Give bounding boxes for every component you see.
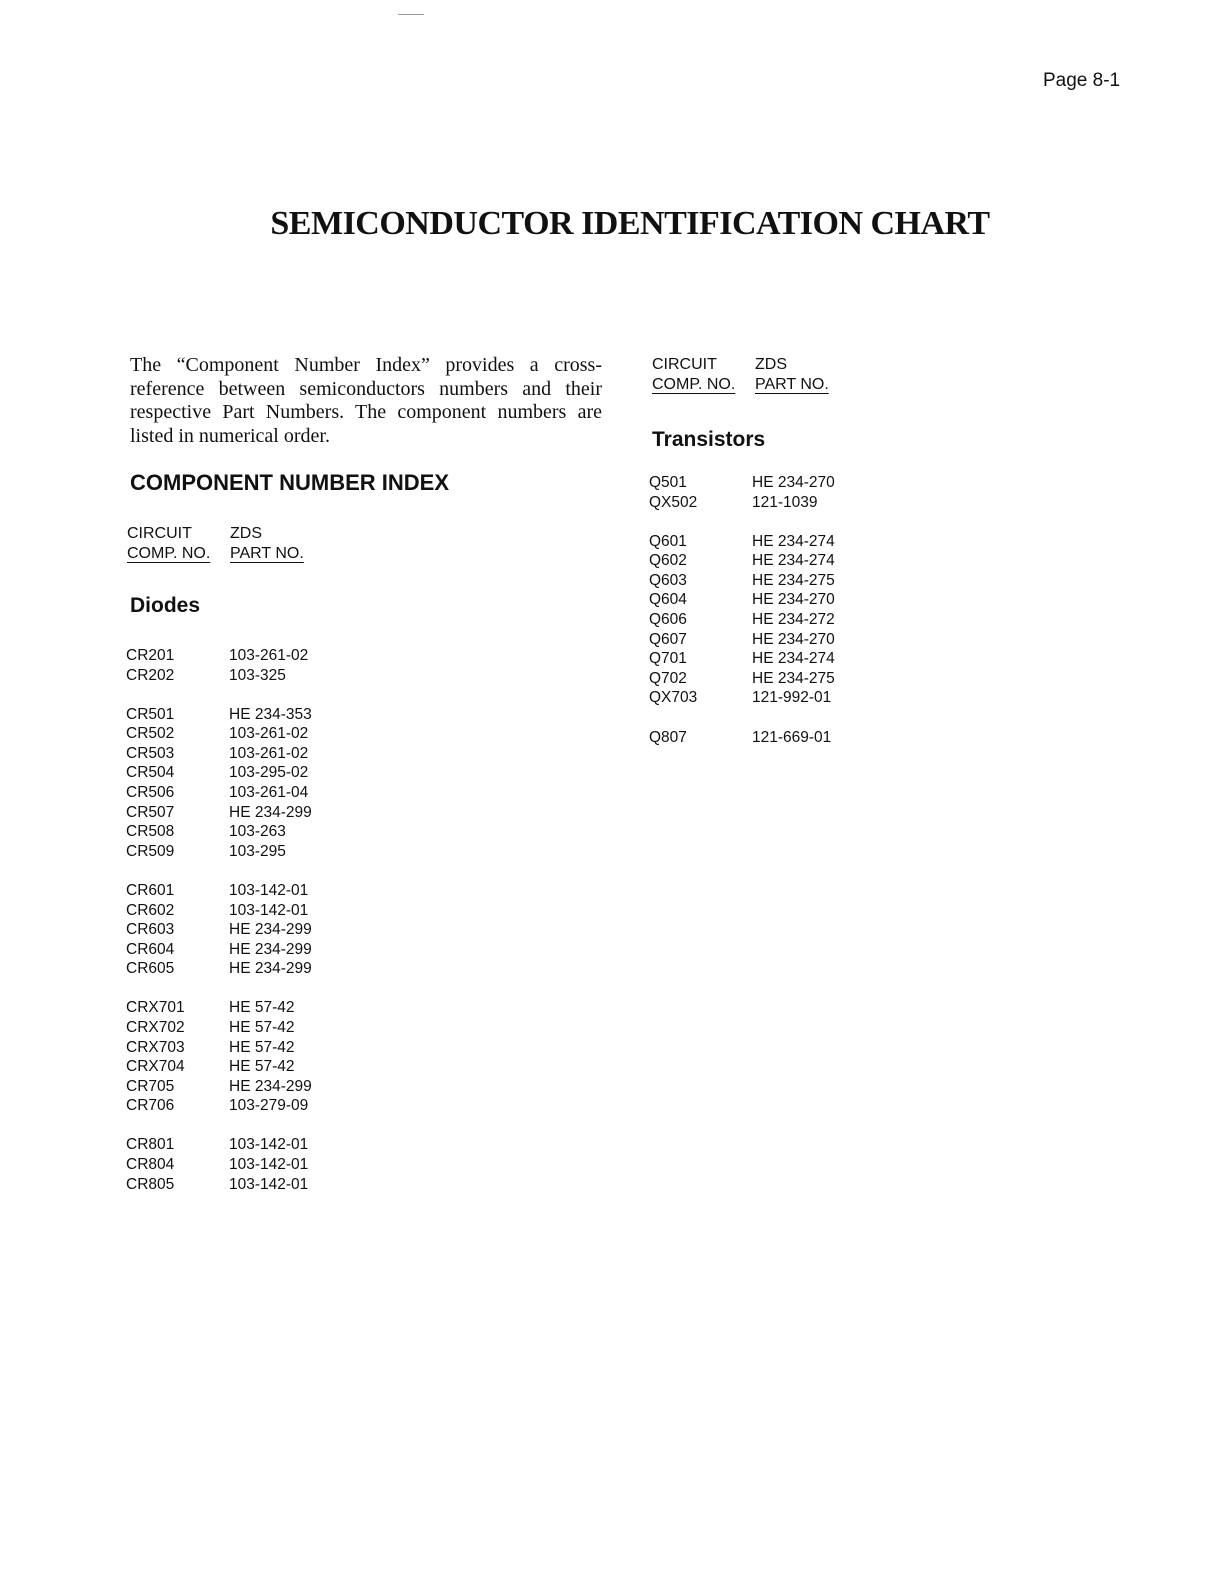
part-number: 103-142-01 xyxy=(229,1175,309,1193)
component-number: CR201 xyxy=(126,647,175,664)
table-row xyxy=(649,551,835,571)
zds-header-line1: ZDS xyxy=(755,356,787,373)
part-number: 103-261-02 xyxy=(229,725,309,743)
part-number: HE 57-42 xyxy=(229,1058,295,1076)
component-number: CR602 xyxy=(126,901,175,919)
table-row xyxy=(649,630,835,650)
part-number: HE 234-270 xyxy=(752,474,835,491)
component-number: CR603 xyxy=(126,921,175,939)
table-group xyxy=(126,881,312,979)
part-number: 121-669-01 xyxy=(752,728,832,746)
table-row xyxy=(126,881,312,901)
component-number: Q701 xyxy=(649,650,687,668)
component-number: CR804 xyxy=(126,1156,175,1174)
table-row xyxy=(126,744,312,764)
part-number: 121-1039 xyxy=(752,493,818,511)
table-row xyxy=(649,532,835,552)
part-number: HE 234-299 xyxy=(229,940,312,958)
part-number: 103-261-02 xyxy=(229,744,309,762)
table-row xyxy=(649,590,835,610)
table-group xyxy=(649,532,835,708)
component-number: CR503 xyxy=(126,744,175,762)
component-number: CRX703 xyxy=(126,1038,185,1056)
component-number: CR501 xyxy=(126,705,175,723)
component-number: CR801 xyxy=(126,1136,175,1154)
part-number: 103-142-01 xyxy=(229,1156,309,1174)
part-number: HE 57-42 xyxy=(229,1038,295,1056)
table-row xyxy=(126,1135,312,1155)
table-row xyxy=(126,666,312,686)
intro-paragraph: The “Component Number Index” provides a cross-reference between semiconductors numbers and their respective Part Numbers. The component numbers are listed in numerical order. xyxy=(130,354,602,447)
table-row xyxy=(126,998,312,1018)
component-number: CR202 xyxy=(126,666,175,684)
table-row xyxy=(126,822,312,842)
component-number: Q603 xyxy=(649,571,687,589)
table-row xyxy=(126,803,312,823)
component-number: Q602 xyxy=(649,552,687,570)
component-number: Q501 xyxy=(649,474,687,491)
component-number: Q606 xyxy=(649,611,687,629)
table-row xyxy=(126,1077,312,1097)
table-group xyxy=(126,705,312,862)
page-title: SEMICONDUCTOR IDENTIFICATION CHART xyxy=(270,205,990,242)
table-row xyxy=(649,571,835,591)
component-number: Q601 xyxy=(649,532,687,550)
index-heading: COMPONENT NUMBER INDEX xyxy=(130,470,450,495)
zds-header-line2: PART NO. xyxy=(755,376,829,393)
table-row xyxy=(126,724,312,744)
component-number: CR604 xyxy=(126,940,175,958)
table-row xyxy=(126,1057,312,1077)
part-number: 103-142-01 xyxy=(229,881,309,899)
part-number: HE 234-274 xyxy=(752,650,835,668)
component-number: CR601 xyxy=(126,881,175,899)
component-number: CR507 xyxy=(126,803,175,821)
table-group xyxy=(126,998,312,1116)
table-group xyxy=(126,646,312,685)
part-number: HE 234-270 xyxy=(752,630,835,648)
table-row xyxy=(649,493,835,513)
part-number: HE 234-274 xyxy=(752,552,835,570)
part-number: HE 234-299 xyxy=(229,921,312,939)
component-number: CRX701 xyxy=(126,999,185,1017)
part-number: HE 57-42 xyxy=(229,999,295,1017)
table-row xyxy=(126,646,312,666)
table-group xyxy=(126,1135,312,1194)
part-number: HE 234-272 xyxy=(752,611,835,629)
table-group xyxy=(649,728,835,748)
part-number: 103-142-01 xyxy=(229,901,309,919)
component-number: Q607 xyxy=(649,630,687,648)
part-number: HE 234-270 xyxy=(752,591,835,609)
component-number: CR705 xyxy=(126,1077,175,1095)
table-row xyxy=(126,1155,312,1175)
scan-artifact xyxy=(398,14,424,15)
page-number: Page 8-1 xyxy=(1043,70,1121,91)
component-number: QX502 xyxy=(649,493,698,511)
circuit-header-line1: CIRCUIT xyxy=(652,356,717,373)
part-number: HE 57-42 xyxy=(229,1019,295,1036)
part-number: HE 234-299 xyxy=(229,960,312,978)
component-number: CR706 xyxy=(126,1097,175,1115)
component-number: CRX702 xyxy=(126,1019,185,1036)
part-number: 103-295-02 xyxy=(229,764,309,782)
component-number: CR509 xyxy=(126,842,175,860)
part-number: HE 234-274 xyxy=(752,532,835,550)
part-number: 103-295 xyxy=(229,842,286,860)
table-row xyxy=(126,901,312,921)
table-row xyxy=(126,940,312,960)
table-row xyxy=(649,669,835,689)
zds-header-line2: PART NO. xyxy=(230,545,304,562)
part-number: 103-279-09 xyxy=(229,1097,309,1115)
transistors-heading: Transistors xyxy=(652,428,766,451)
table-row xyxy=(126,920,312,940)
table-row xyxy=(649,688,835,708)
table-row xyxy=(126,1175,312,1195)
component-number: CR508 xyxy=(126,823,175,841)
component-number: CR504 xyxy=(126,764,175,782)
component-number: Q604 xyxy=(649,591,687,609)
table-group xyxy=(649,473,835,512)
component-number: CR805 xyxy=(126,1175,175,1193)
zds-column-header-right xyxy=(755,355,829,395)
circuit-column-header-right xyxy=(652,355,735,395)
part-number: HE 234-353 xyxy=(229,705,312,723)
component-number: QX703 xyxy=(649,689,698,707)
table-row xyxy=(126,783,312,803)
table-row xyxy=(126,1096,312,1116)
table-row xyxy=(126,1018,312,1038)
circuit-header-line1: CIRCUIT xyxy=(127,525,192,542)
part-number: HE 234-275 xyxy=(752,571,835,589)
circuit-header-line2: COMP. NO. xyxy=(652,376,736,393)
component-number: CR506 xyxy=(126,784,175,802)
part-number: HE 234-275 xyxy=(752,669,835,687)
component-number: CR605 xyxy=(126,960,175,978)
zds-column-header xyxy=(230,524,304,564)
part-number: HE 234-299 xyxy=(229,1077,312,1095)
table-row xyxy=(126,842,312,862)
component-number: Q702 xyxy=(649,669,687,687)
table-row xyxy=(126,763,312,783)
diodes-table xyxy=(126,646,312,1214)
part-number: 103-263 xyxy=(229,823,286,841)
zds-header-line1: ZDS xyxy=(230,525,262,542)
component-number: CRX704 xyxy=(126,1058,185,1076)
table-row xyxy=(126,1038,312,1058)
component-number: CR502 xyxy=(126,725,175,743)
table-row xyxy=(649,473,835,493)
part-number: 103-261-02 xyxy=(229,647,309,664)
circuit-column-header xyxy=(127,524,210,564)
table-row xyxy=(126,705,312,725)
diodes-heading: Diodes xyxy=(130,594,201,617)
table-row xyxy=(126,959,312,979)
part-number: 103-325 xyxy=(229,666,286,684)
circuit-header-line2: COMP. NO. xyxy=(127,545,211,562)
table-row xyxy=(649,728,835,748)
table-row xyxy=(649,649,835,669)
table-row xyxy=(649,610,835,630)
component-number: Q807 xyxy=(649,728,687,746)
part-number: 103-261-04 xyxy=(229,784,309,802)
part-number: 103-142-01 xyxy=(229,1136,309,1154)
transistors-table xyxy=(649,473,835,767)
part-number: HE 234-299 xyxy=(229,803,312,821)
part-number: 121-992-01 xyxy=(752,689,832,707)
